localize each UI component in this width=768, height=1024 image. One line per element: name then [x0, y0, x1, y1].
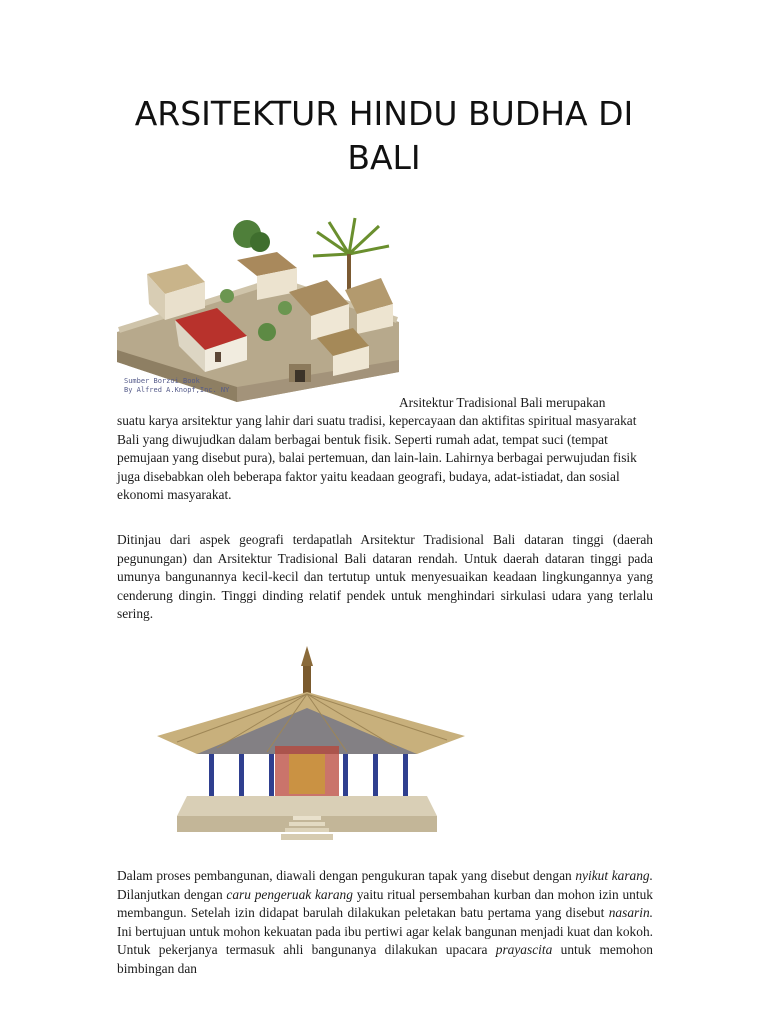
term-prayascita: prayascita	[495, 942, 553, 958]
paragraph-1: suatu karya arsitektur yang lahir dari suatu tradisi, kepercayaan dan aktifitas spiritual masyarakat Bali yang diwujudkan dalam berbagai bentuk fisik. Seperti rumah adat, tempat suci (tempat pemujaan yang disebut pura), balai pertemuan, dan lain-lain. Lahirnya berbagai perwujudan fisik juga disebabkan oleh beberapa faktor yaitu keadaan geografi, budaya, adat-istiadat, dan sosial ekonomi masyarakat.	[117, 413, 637, 503]
figure-caption-line: Sumber Borzoi Book	[124, 377, 200, 385]
term-nyikut-karang: nyikut karang.	[575, 868, 653, 883]
paragraph-1-first-line: Arsitektur Tradisional Bali merupakan	[399, 395, 606, 410]
bale-pavilion-illustration	[117, 636, 489, 854]
paragraph-3-text: untuk memohon bimbingan dan	[117, 942, 653, 976]
page-title: ARSITEKTUR HINDU BUDHA DI BALI	[134, 94, 634, 177]
bali-compound-illustration	[117, 212, 399, 402]
figure-caption-line: By Alfred A.Knopf,Inc. NY	[124, 386, 230, 394]
paragraph-3-text: yaitu ritual persembahan kurban dan mohon izin untuk membangun. Setelah izin didapat barulah dilakukan peletakan batu pertama yang disebut	[117, 886, 653, 921]
term-caru-pengeruak-karang: caru pengeruak karang	[226, 886, 353, 902]
paragraph-3-text: Dalam proses pembangunan, diawali dengan pengukuran tapak yang disebut dengan	[117, 868, 576, 883]
paragraph-2: Ditinjau dari aspek geografi terdapatlah Arsitektur Tradisional Bali dataran tinggi (daerah pegunungan) dan Arsitektur Tradisional Bali dataran rendah. Untuk daerah dataran tinggi pada umunya bangunannya kecil-kecil dan tertutup untuk menyesuaikan keadaan lingkungannya yang cenderung dingin. Tinggi dinding relatif pendek untuk menghindari sirkulasi udara yang terlalu sering.	[117, 532, 653, 622]
term-nasarin: nasarin.	[608, 905, 653, 921]
paragraph-3-text: Dilanjutkan dengan	[117, 886, 227, 902]
paragraph-3	[117, 867, 653, 979]
figure-caption	[124, 377, 229, 395]
paragraph-3-text: Ini bertujuan untuk mohon kekuatan pada ibu pertiwi agar kelak bangunan menjadi kuat dan kokoh. Untuk pekerjanya termasuk ahli bangunanya dilakukan upacara	[117, 923, 653, 958]
